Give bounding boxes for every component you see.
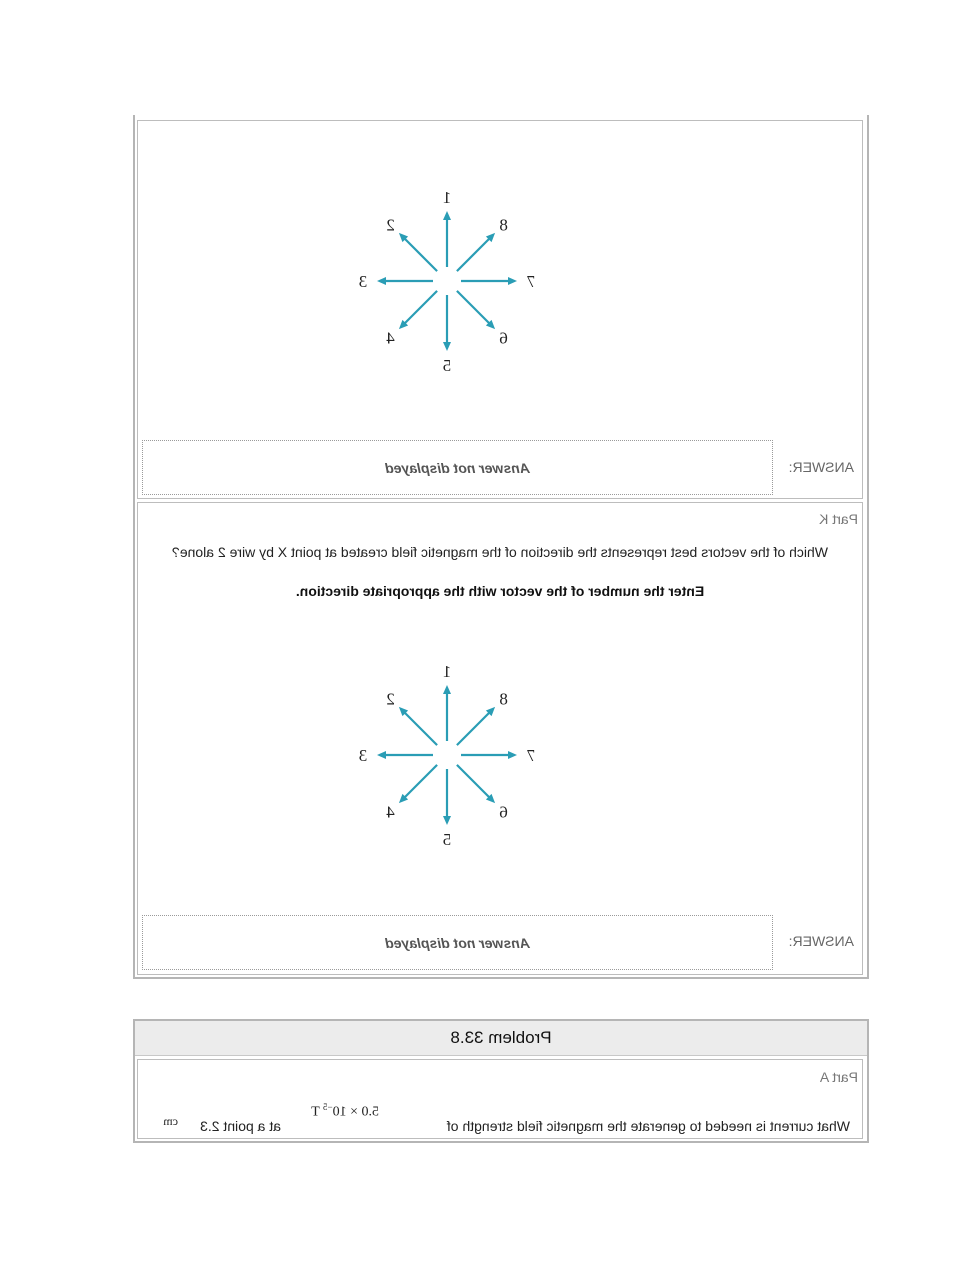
compass-diagram-k (358, 655, 536, 860)
vector-arrow-2 (403, 711, 437, 745)
vector-label-6: 6 (499, 328, 508, 348)
part-a-label: Part A (819, 1069, 858, 1085)
vector-label-7: 7 (526, 746, 536, 765)
part-k-panel (137, 502, 863, 975)
vector-label-3: 3 (358, 272, 368, 291)
part-a-panel (137, 1059, 863, 1139)
arrowhead-1 (443, 685, 451, 694)
answer-label: ANSWER: (788, 933, 854, 949)
vector-label-4: 4 (386, 802, 395, 822)
arrowhead-3 (377, 751, 386, 759)
problem-parts-container (133, 115, 869, 979)
vector-label-8: 8 (499, 689, 508, 709)
problem-title: Problem 33.8 (135, 1021, 867, 1056)
vector-arrow-8 (457, 711, 491, 745)
arrowhead-5 (443, 342, 451, 351)
arrowhead-1 (443, 211, 451, 220)
vector-label-2: 2 (386, 215, 395, 235)
part-k-instruction: Enter the number of the vector with the appropriate direction. (295, 583, 705, 599)
answer-box: Answer not displayed (142, 915, 773, 970)
vector-label-1: 1 (442, 662, 452, 681)
vector-arrow-4 (403, 291, 437, 325)
compass-diagram-j (358, 181, 536, 386)
vector-arrow-8 (457, 237, 491, 271)
field-exponent: −5 (323, 1102, 333, 1112)
arrowhead-7 (508, 751, 517, 759)
vector-arrow-6 (457, 765, 491, 799)
answer-box: Answer not displayed (142, 440, 773, 495)
vector-label-4: 4 (386, 328, 395, 348)
vector-label-2: 2 (386, 689, 395, 709)
part-k-label: Part K (819, 511, 858, 527)
vector-label-1: 1 (442, 188, 452, 207)
vector-arrow-4 (403, 765, 437, 799)
distance-unit: cm (163, 1114, 178, 1128)
field-mantissa: 5.0 × 10 (332, 1104, 379, 1120)
arrowhead-3 (377, 277, 386, 285)
vector-arrow-2 (403, 237, 437, 271)
part-j-panel (137, 120, 863, 499)
field-unit: T (311, 1104, 320, 1120)
problem-33-8 (133, 1019, 869, 1143)
field-strength-value (311, 1102, 379, 1121)
vector-label-6: 6 (499, 802, 508, 822)
question-text-distance: at a point 2.3 (200, 1118, 281, 1134)
vector-arrow-6 (457, 291, 491, 325)
vector-label-5: 5 (442, 830, 452, 849)
vector-label-7: 7 (526, 272, 536, 291)
vector-label-8: 8 (499, 215, 508, 235)
vector-label-3: 3 (358, 746, 368, 765)
arrowhead-5 (443, 816, 451, 825)
part-k-question: Which of the vectors best represents the direction of the magnetic field created at point X by wire 2 alone? (171, 544, 829, 560)
vector-label-5: 5 (442, 356, 452, 375)
arrowhead-7 (508, 277, 517, 285)
question-text: What current is needed to generate the magnetic field strength of (446, 1118, 850, 1134)
answer-label: ANSWER: (788, 459, 854, 475)
